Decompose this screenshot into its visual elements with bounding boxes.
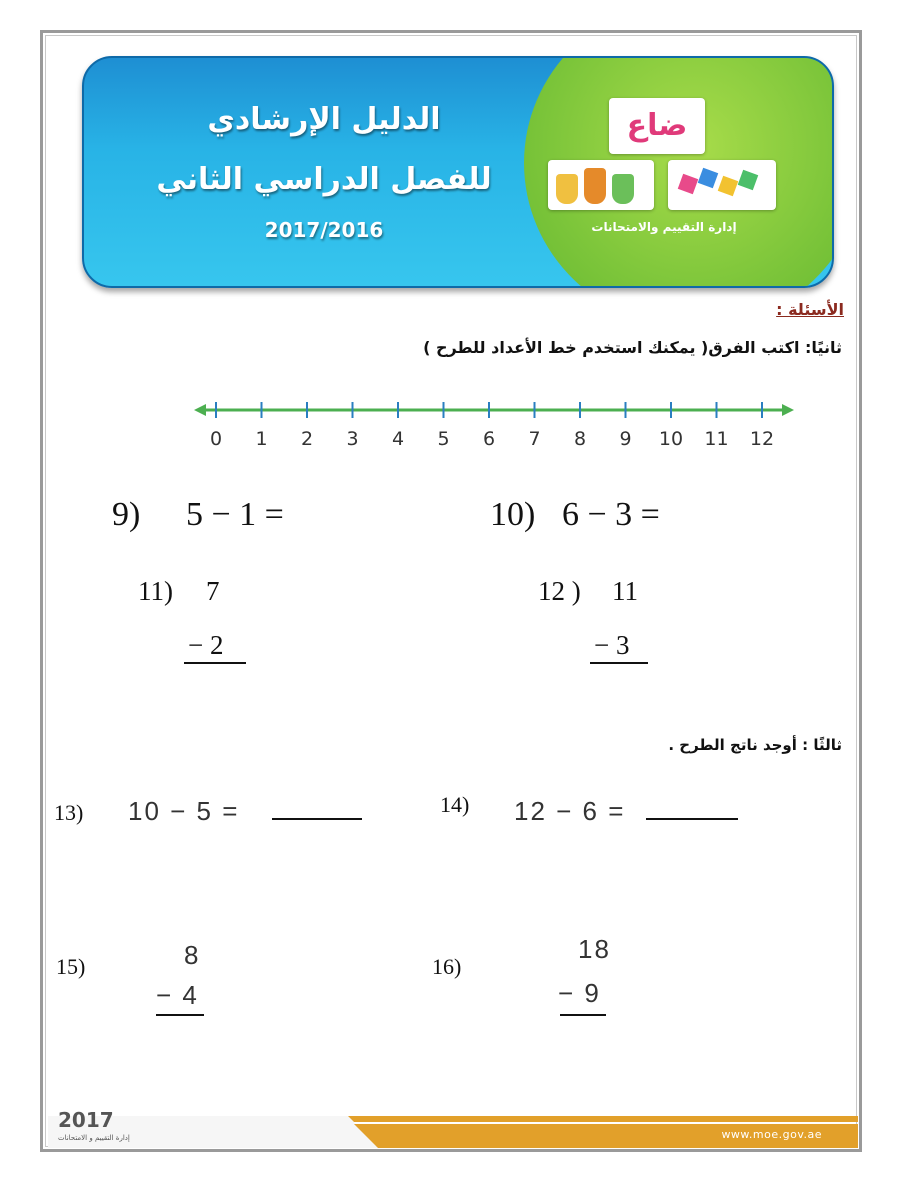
questions-heading: الأسئلة : (776, 300, 844, 319)
q9-expression: 5 − 1 = (186, 496, 284, 533)
banner-title: الدليل الإرشادي (207, 102, 441, 137)
q13-answer-line[interactable] (272, 818, 362, 820)
number-line-label: 10 (658, 428, 684, 450)
footer-year: 2017 (58, 1108, 114, 1132)
right-arrow-icon (782, 404, 794, 416)
number-line-label: 1 (255, 428, 268, 450)
q12-top: 11 (612, 576, 638, 606)
org-label: إدارة التقييم والامتحانات (591, 220, 737, 234)
cube-icon (738, 170, 759, 191)
q11-bottom: − 2 (188, 630, 224, 660)
q10-number: 10) (490, 496, 536, 533)
number-line-label: 0 (209, 428, 223, 450)
footer-url[interactable]: www.moe.gov.ae (721, 1128, 822, 1141)
number-line-label: 6 (482, 428, 496, 450)
q14-answer-line[interactable] (646, 818, 738, 820)
q16-underline (560, 1014, 606, 1016)
number-line (190, 395, 800, 455)
q15-number: 15) (56, 954, 86, 979)
flask-icon (612, 174, 634, 204)
q15-top: 8 (184, 940, 201, 970)
q16-number: 16) (432, 954, 462, 979)
number-line-label: 3 (346, 428, 359, 450)
banner-subtitle: للفصل الدراسي الثاني (156, 162, 492, 197)
q15-underline (156, 1014, 204, 1016)
q9-number: 9) (112, 496, 141, 533)
number-line-label: 5 (437, 428, 450, 450)
brand-logo-text: ضاع (626, 108, 688, 143)
q13-number: 13) (54, 800, 84, 825)
flask-icon (556, 174, 578, 204)
q11-underline (184, 662, 246, 664)
flask-icon (584, 168, 606, 204)
number-line-label: 7 (528, 428, 541, 450)
page-footer (48, 1108, 858, 1148)
q16-bottom: − 9 (558, 978, 601, 1008)
header-banner (82, 56, 834, 288)
lab-flasks-image (548, 160, 654, 210)
instruction-part3: ثالثًا : أوجد ناتج الطرح . (668, 736, 842, 754)
footer-org: إدارة التقييم و الامتحانات (58, 1134, 130, 1142)
cube-icon (698, 168, 719, 189)
number-line-label: 2 (300, 428, 314, 450)
q16-top: 18 (578, 934, 611, 964)
number-line-label: 4 (391, 428, 405, 450)
q14-number: 14) (440, 792, 470, 817)
left-arrow-icon (194, 404, 206, 416)
q12-number: 12 ) (538, 576, 581, 606)
q14-expression: 12 − 6 = (514, 796, 626, 826)
brand-logo (609, 98, 705, 154)
q12-underline (590, 662, 648, 664)
number-line-label: 8 (573, 428, 587, 450)
q13-expression: 10 − 5 = (128, 796, 240, 826)
number-cubes-image (668, 160, 776, 210)
q11-top: 7 (206, 576, 220, 606)
q10-expression: 6 − 3 = (562, 496, 660, 533)
banner-year: 2017/2016 (264, 218, 384, 242)
q12-bottom: − 3 (594, 630, 630, 660)
number-line-label: 12 (749, 428, 775, 450)
number-line-label: 11 (704, 428, 729, 450)
instruction-part2: ثانيًا: اكتب الفرق( يمكنك استخدم خط الأعداد للطرح ) (423, 338, 842, 357)
cube-icon (718, 176, 739, 197)
q15-bottom: − 4 (156, 980, 199, 1010)
number-line-label: 9 (619, 428, 632, 450)
q11-number: 11) (138, 576, 173, 606)
cube-icon (678, 174, 699, 195)
